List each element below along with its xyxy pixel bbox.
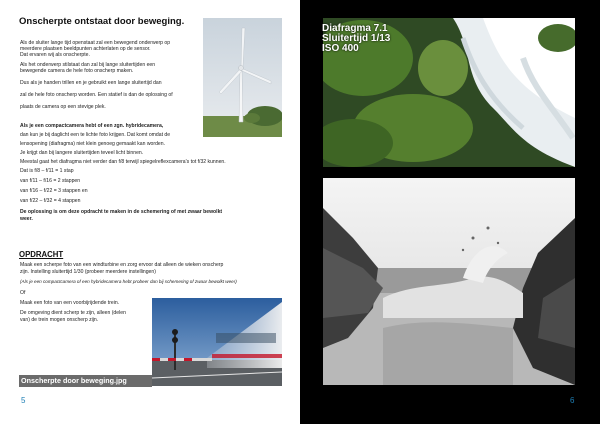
stop-line: Dat is f/8 – f/11 = 1 stap xyxy=(20,168,74,174)
solution-text: De oplossing is om deze opdracht te maken in de schemering of met zwaar bewolkt xyxy=(20,209,223,215)
text-line: Als de sluiter lange tijd openstaat zal een bewegend onderwerp op xyxy=(20,40,171,46)
text-line: De omgeving dient scherp te zijn, alleen (delen xyxy=(20,310,126,316)
page-title: Onscherpte ontstaat door beweging. xyxy=(19,16,185,27)
page-number-left: 5 xyxy=(21,396,26,405)
page-number-right: 6 xyxy=(570,396,575,405)
text-line: plaats de camera op een stevige plek. xyxy=(20,104,106,110)
wind-turbine-photo xyxy=(203,18,282,137)
iso-text: ISO 400 xyxy=(322,43,359,54)
text-line: Dat ervaren wij als onscherpte. xyxy=(20,52,90,58)
text-line: Meestal gaat het diafragma niet verder dan f/8 terwijl spiegelreflexcamera's tot f/32 kunnen. xyxy=(20,159,226,165)
of-text: Of xyxy=(20,290,26,296)
stop-line: van f/16 – f/22 = 3 stappen en xyxy=(20,188,88,194)
wave-rock-photo xyxy=(323,178,575,385)
text-line: van) de trein mogen onscherp zijn. xyxy=(20,317,99,323)
text-line: bewegende camera de hele foto onscherp maken. xyxy=(20,68,134,74)
text-line: Je krijgt dan bij langere sluitertijden teveel licht binnen. xyxy=(20,150,144,156)
aperture-text: Diafragma 7.1 xyxy=(322,23,388,34)
train-photo xyxy=(152,298,282,386)
text-line: Als het onderwerp stilstaat dan zal bij lange sluitertijden een xyxy=(20,62,156,68)
text-line: meerdere plaatsen beeldpunten achterlaten op de sensor. xyxy=(20,46,151,52)
stop-line: van f/11 – f/16 = 2 stappen xyxy=(20,178,81,184)
text-line: Maak een foto van een voorbijrijdende trein. xyxy=(20,300,120,306)
text-line: Dus als je handen trillen en je gebruikt een lange sluitertijd dan xyxy=(20,80,162,86)
opdracht-heading: OPDRACHT xyxy=(19,250,64,259)
text-line: dan kun je bij daglicht een te lichte foto krijgen. Dat komt omdat de xyxy=(20,132,171,138)
text-line: Maak een scherpe foto van een windturbine en zorg ervoor dat alleen de wieken onscherp xyxy=(20,262,224,268)
text-line: zal de hele foto onscherp worden. Een statief is dan de oplossing of xyxy=(20,92,173,98)
photo-caption: Onscherpte door beweging.jpg xyxy=(21,376,127,385)
compact-heading: Als je een compactcamera hebt of een zgn. hybridecamera, xyxy=(20,123,164,129)
text-line: zijn. Instelling sluitertijd 1/30 (probeer meerdere instellingen) xyxy=(20,269,156,275)
note-text: (Als je een compactcamera of een hybridecamera hebt probeer dan bij schemering of zwaar bewolkt weer) xyxy=(20,279,237,284)
shutter-text: Sluitertijd 1/13 xyxy=(322,33,391,44)
stop-line: van f/22 – f/32 = 4 stappen xyxy=(20,198,81,204)
text-line: lensopening (diafragma) niet klein genoeg gemaakt kan worden. xyxy=(20,141,165,147)
solution-text-2: weer. xyxy=(20,216,33,222)
exposure-overlay xyxy=(322,24,390,54)
